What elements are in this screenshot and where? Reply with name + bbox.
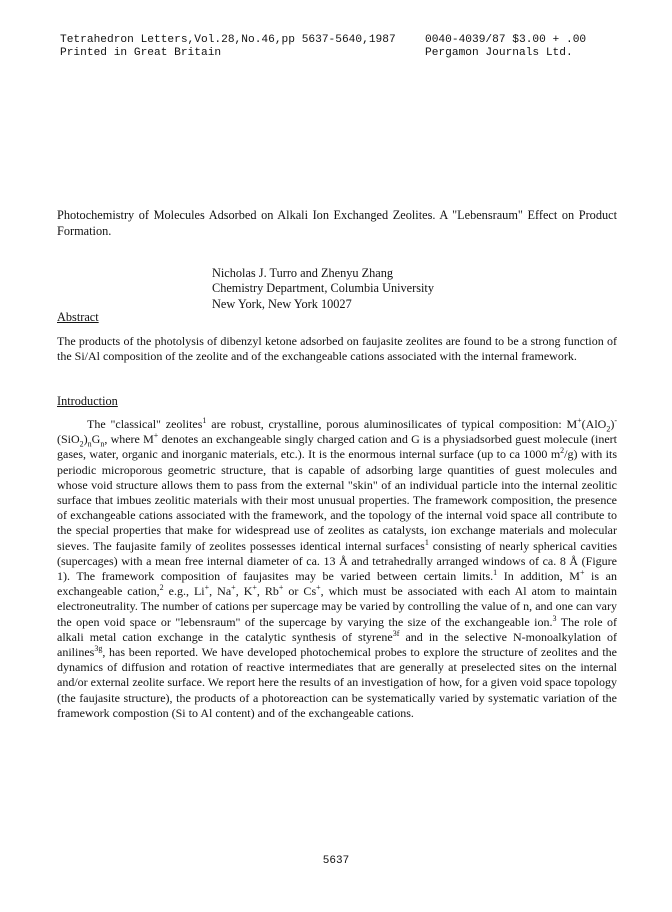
abstract-paragraph: The products of the photolysis of dibenzyl ketone adsorbed on faujasite zeolites are found to be a strong function of the Si/Al composition of the zeolite and of the exchangeable cations associated with the internal framework.: [57, 334, 617, 363]
citation-ref: 2: [159, 583, 164, 593]
introduction-text: [57, 417, 617, 721]
citation-ref: 3f: [392, 628, 400, 638]
affiliation-location: New York, New York 10027: [212, 296, 352, 311]
page-number: 5637: [322, 855, 350, 867]
citation-ref: 3g: [94, 644, 103, 654]
abstract-text: [57, 334, 617, 364]
citation-ref: 1: [202, 416, 207, 425]
introduction-paragraph: The "classical" zeolites$^1$ are robust, crystalline, porous aluminosilicates of typical composition: $M^+(AlO_2)^-(SiO_2)_nG_n$, where M+ denotes an exchangeable singly charged cation and G is a physiadsorbed guest molecule (inert gases, water, organic and inorganic materials, etc.). It is the enormous internal surface (up to ca 1000 $m^2/g$) with its periodic microporous geometric structure, that is capable of adsorbing large quantities of guest molecules and whose void structure allows them to pass from the external "skin" of an individual particle into the internal zeolitic surface that imbues zeolitic materials with their most unusual properties. The framework composition, the presence of exchangeable cations associated with the framework, and the topology of the internal void space all contribute to the special properties that make for widespread use of zeolites as catalysts, ion exchange materials and molecular sieves. The faujasite family of zeolites possesses identical internal surfaces$^1$ consisting of nearly spherical cavities (supercages) with a mean free internal diameter of ca. 13 Å and tetrahedrally arranged windows of ca. 8 Å (Figure 1). The framework composition of faujasites may be varied between certain limits.$^1$ In addition, M+ is an exchangeable cation,$^2$ e.g., Li+, Na+, K+, Rb+ or Cs+, which must be associated with each Al atom to maintain electroneutrality. The number of cations per supercage may be varied by controlling the value of n, and one can vary the open void space or "lebensraum" of the supercage by varying the size of the exchangeable ion.$^3$ The role of alkali metal cation exchange in the catalytic synthesis of styrene$^{3f}$ and in the selective N-monoalkylation of anilines$^{3g}$, has been reported. We have developed photochemical probes to explore the structure of zeolites and the dynamics of diffusion and rotation of reactive intermediates that are generally at preselected sites on the internal and/or external zeolite surface. We report here the results of an investigation of how, for a given void space topology (the faujasite structure), the products of a photoreaction can be systematically varied by systematic variation of the framework compostion (Si to Al content) and of the exchangeable cations.: [57, 416, 618, 720]
journal-header: [60, 34, 396, 59]
citation-ref: 3: [552, 613, 557, 623]
citation-ref: 1: [493, 568, 498, 578]
author-names: Nicholas J. Turro and Zhenyu Zhang: [212, 266, 394, 280]
price-code: 0040-4039/87 $3.00 + .00: [425, 34, 587, 46]
journal-citation: Tetrahedron Letters,Vol.28,No.46,pp 5637-5640,1987: [60, 34, 396, 46]
author-block: [212, 266, 434, 312]
printed-in: Printed in Great Britain: [60, 46, 222, 59]
publisher-header: [425, 34, 586, 59]
citation-ref: 1: [424, 537, 429, 547]
publisher-name: Pergamon Journals Ltd.: [425, 46, 573, 59]
article-title: Photochemistry of Molecules Adsorbed on Alkali Ion Exchanged Zeolites. A "Lebensraum" Effect on Product Formation.: [57, 208, 617, 238]
abstract-heading: Abstract: [57, 310, 99, 324]
affiliation-department: Chemistry Department, Columbia University: [212, 281, 434, 296]
introduction-heading: Introduction: [57, 394, 118, 408]
